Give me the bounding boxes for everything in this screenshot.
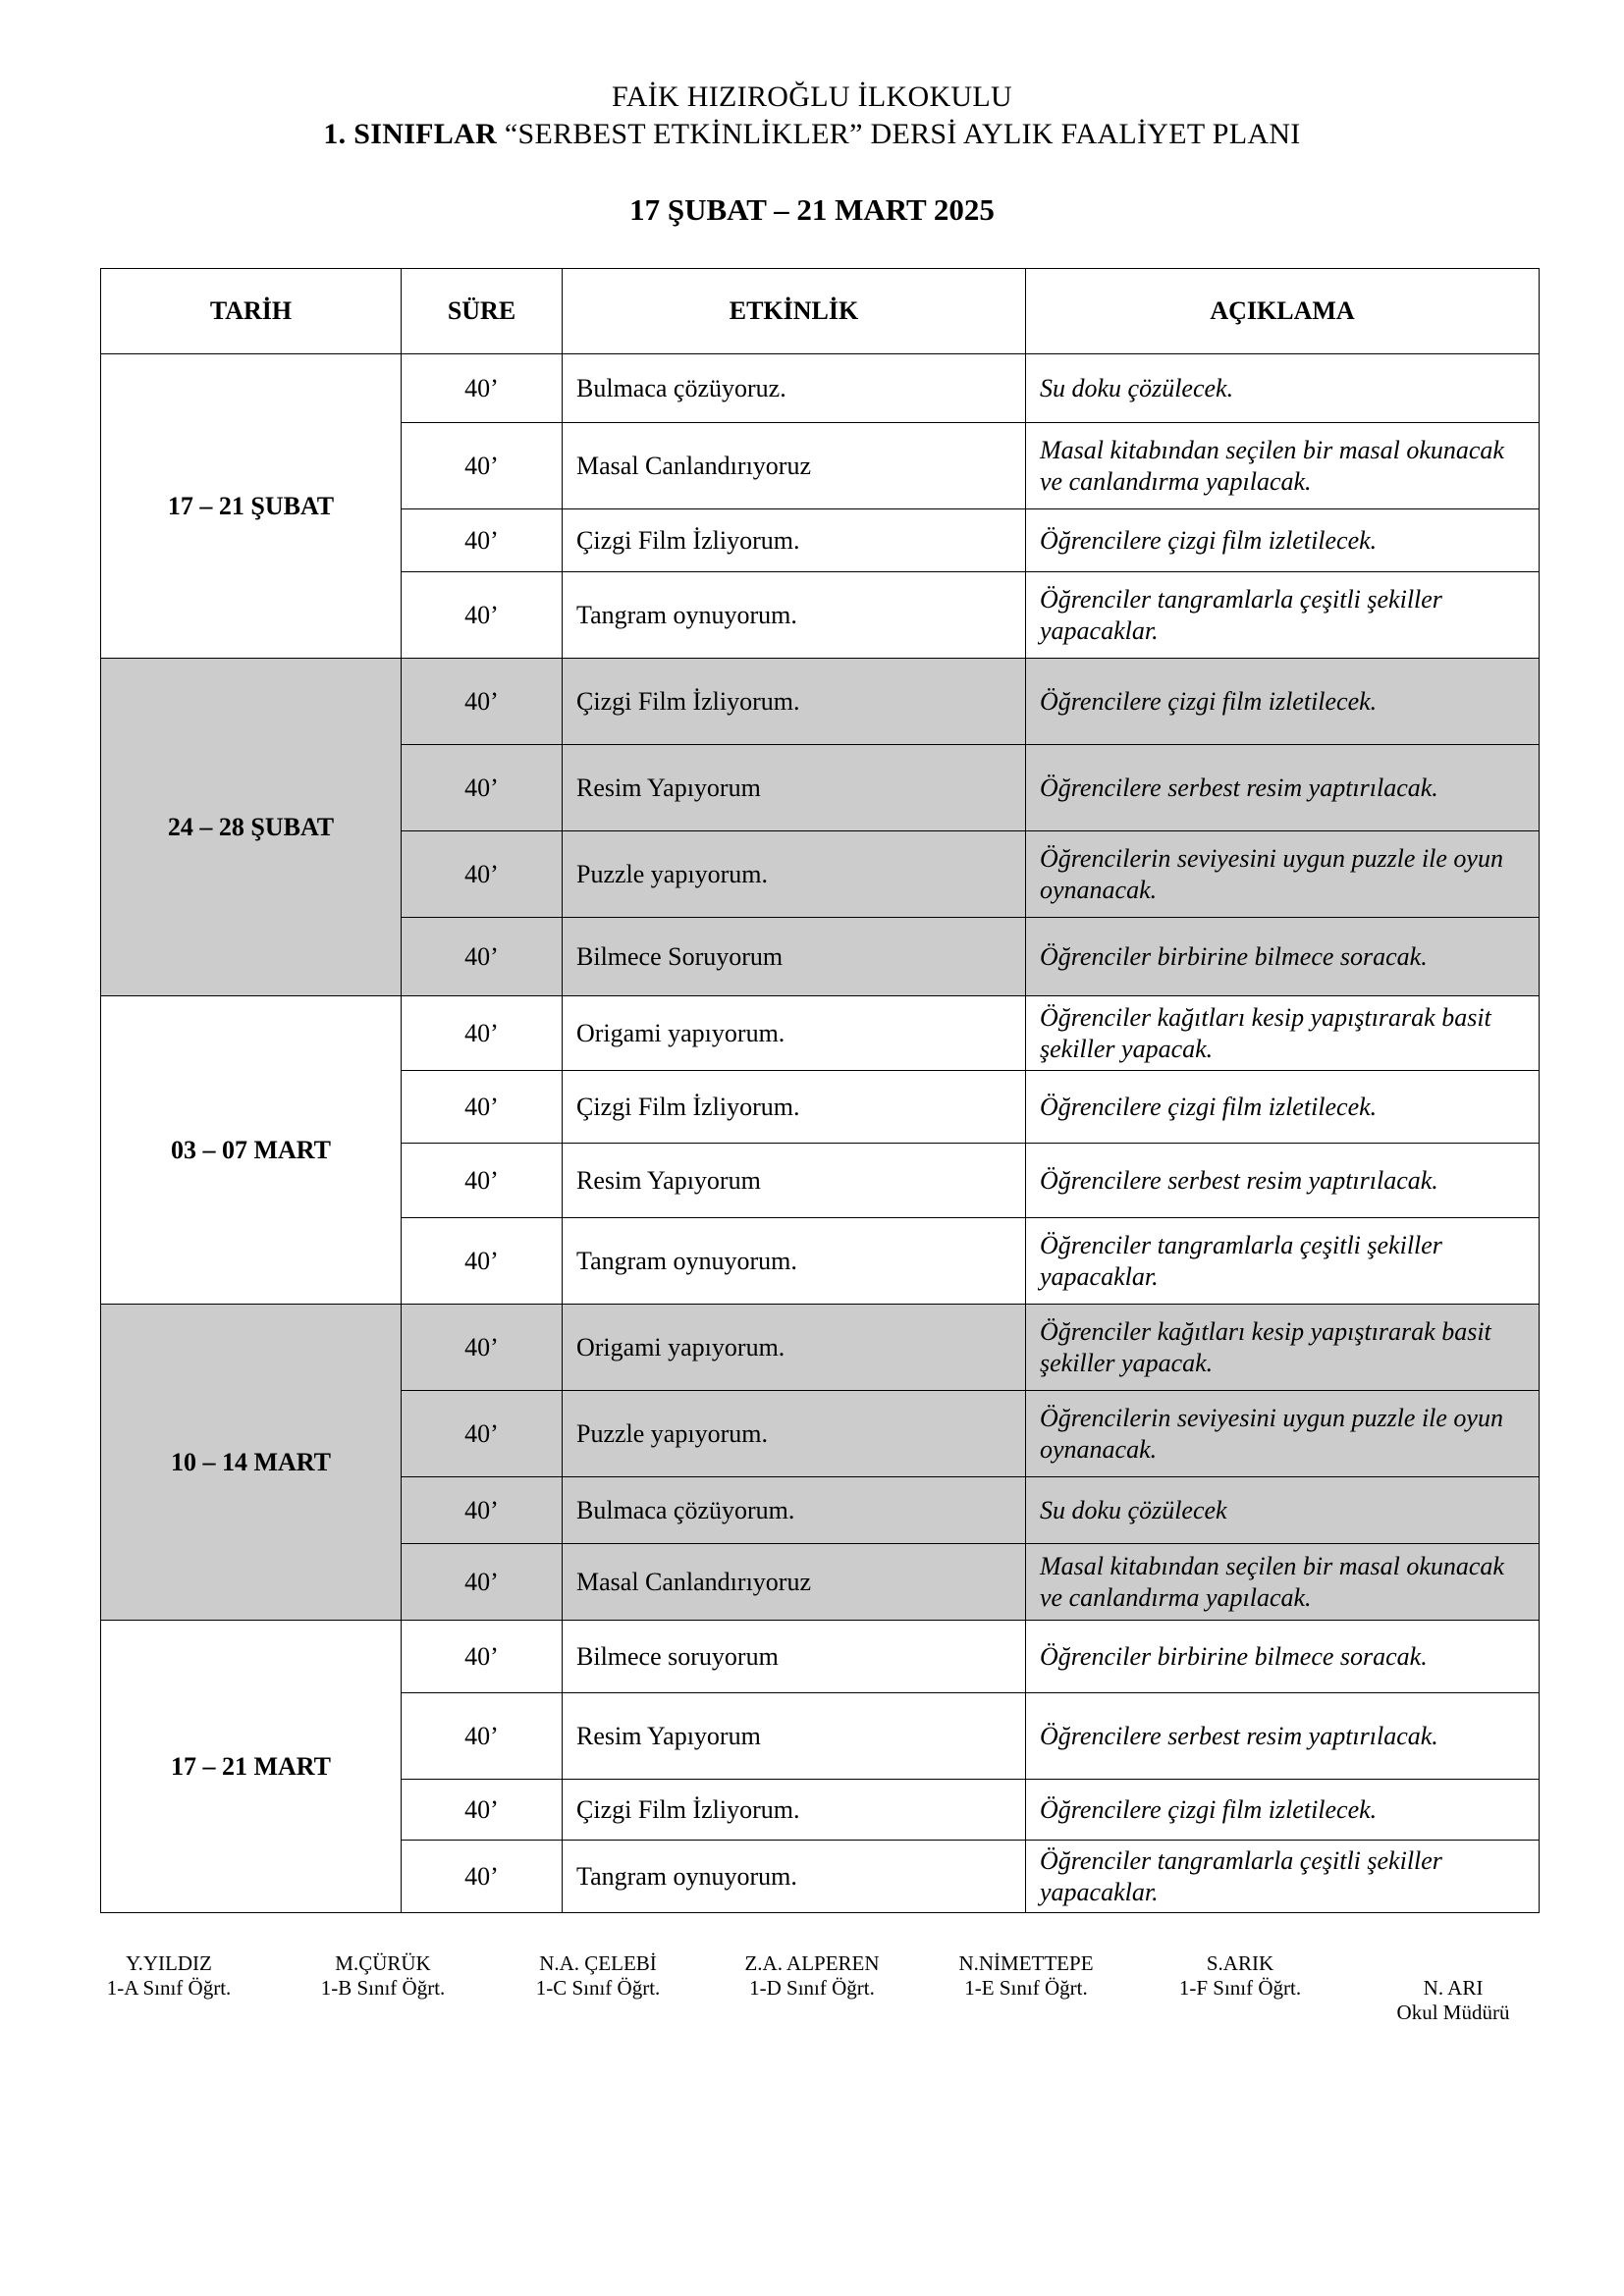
description-cell: Öğrenciler kağıtları kesip yapıştırarak basit şekiller yapacak. [1026, 996, 1540, 1071]
activity-cell: Bulmaca çözüyoruz. [563, 354, 1026, 423]
activity-cell: Resim Yapıyorum [563, 1693, 1026, 1780]
description-cell: Öğrenciler birbirine bilmece soracak. [1026, 918, 1540, 996]
activity-cell: Origami yapıyorum. [563, 1305, 1026, 1391]
table-row [101, 354, 1540, 423]
activity-cell: Tangram oynuyorum. [563, 1841, 1026, 1913]
description-cell: Öğrencilere çizgi film izletilecek. [1026, 1780, 1540, 1841]
signature [71, 1951, 267, 2001]
table-row [101, 1305, 1540, 1391]
duration-cell: 40’ [402, 1305, 563, 1391]
table-row [101, 659, 1540, 745]
signature [928, 1951, 1124, 2001]
description-cell: Öğrenciler birbirine bilmece soracak. [1026, 1621, 1540, 1693]
activity-cell: Masal Canlandırıyoruz [563, 423, 1026, 509]
duration-cell: 40’ [402, 1477, 563, 1544]
signature [714, 1951, 910, 2001]
week-date-cell: 24 – 28 ŞUBAT [101, 659, 402, 996]
activity-cell: Tangram oynuyorum. [563, 1218, 1026, 1305]
signature [1142, 1951, 1338, 2001]
signature-name: Z.A. ALPEREN [744, 1951, 880, 1975]
table-row [101, 996, 1540, 1071]
activity-cell: Puzzle yapıyorum. [563, 1391, 1026, 1477]
duration-cell: 40’ [402, 1391, 563, 1477]
activity-cell: Puzzle yapıyorum. [563, 831, 1026, 918]
activity-cell: Çizgi Film İzliyorum. [563, 509, 1026, 572]
duration-cell: 40’ [402, 996, 563, 1071]
week-date-cell: 17 – 21 MART [101, 1621, 402, 1913]
activity-cell: Çizgi Film İzliyorum. [563, 1071, 1026, 1144]
duration-cell: 40’ [402, 659, 563, 745]
duration-cell: 40’ [402, 1841, 563, 1913]
description-cell: Öğrencilere çizgi film izletilecek. [1026, 1071, 1540, 1144]
week-date-cell: 10 – 14 MART [101, 1305, 402, 1621]
signature-role: 1-D Sınıf Öğrt. [749, 1976, 875, 2000]
description-cell: Su doku çözülecek [1026, 1477, 1540, 1544]
duration-cell: 40’ [402, 1621, 563, 1693]
signature-role: Okul Müdürü [1396, 2001, 1510, 2024]
description-cell: Masal kitabından seçilen bir masal okunacak ve canlandırma yapılacak. [1026, 1544, 1540, 1621]
description-cell: Öğrencilerin seviyesini uygun puzzle ile oyun oynanacak. [1026, 831, 1540, 918]
activity-cell: Resim Yapıyorum [563, 1144, 1026, 1218]
description-cell: Öğrenciler tangramlarla çeşitli şekiller yapacaklar. [1026, 572, 1540, 659]
plan-title-rest: “SERBEST ETKİNLİKLER” DERSİ AYLIK FAALİYET PLANI [497, 118, 1301, 150]
plan-title-grade: 1. SINIFLAR [323, 118, 498, 150]
duration-cell: 40’ [402, 1071, 563, 1144]
duration-cell: 40’ [402, 745, 563, 831]
school-name: FAİK HIZIROĞLU İLKOKULU [612, 80, 1012, 113]
plan-date-range: 17 ŞUBAT – 21 MART 2025 [629, 192, 995, 227]
duration-cell: 40’ [402, 1144, 563, 1218]
description-cell: Öğrencilere serbest resim yaptırılacak. [1026, 745, 1540, 831]
activity-cell: Tangram oynuyorum. [563, 572, 1026, 659]
duration-cell: 40’ [402, 1780, 563, 1841]
activity-cell: Masal Canlandırıyoruz [563, 1544, 1026, 1621]
description-cell: Su doku çözülecek. [1026, 354, 1540, 423]
activity-plan-table [100, 268, 1540, 1913]
duration-cell: 40’ [402, 1544, 563, 1621]
signature [500, 1951, 696, 2001]
signature-role: 1-A Sınıf Öğrt. [106, 1976, 232, 2000]
description-cell: Öğrencilere çizgi film izletilecek. [1026, 659, 1540, 745]
activity-cell: Bilmece Soruyorum [563, 918, 1026, 996]
duration-cell: 40’ [402, 918, 563, 996]
activity-cell: Bilmece soruyorum [563, 1621, 1026, 1693]
column-header-activity: ETKİNLİK [563, 269, 1026, 354]
description-cell: Öğrenciler tangramlarla çeşitli şekiller yapacaklar. [1026, 1218, 1540, 1305]
week-date-cell: 03 – 07 MART [101, 996, 402, 1305]
description-cell: Öğrenciler kağıtları kesip yapıştırarak basit şekiller yapacak. [1026, 1305, 1540, 1391]
duration-cell: 40’ [402, 423, 563, 509]
signature-role: 1-C Sınıf Öğrt. [535, 1976, 661, 2000]
duration-cell: 40’ [402, 1693, 563, 1780]
signature [1355, 1976, 1551, 2025]
description-cell: Öğrencilerin seviyesini uygun puzzle ile oyun oynanacak. [1026, 1391, 1540, 1477]
column-header-duration: SÜRE [402, 269, 563, 354]
signature-name: Y.YILDIZ [126, 1951, 212, 1975]
signature-name: S.ARIK [1206, 1951, 1274, 1975]
signature [285, 1951, 481, 2001]
table-header-row [101, 269, 1540, 354]
description-cell: Öğrencilere serbest resim yaptırılacak. [1026, 1144, 1540, 1218]
signature-name: M.ÇÜRÜK [335, 1951, 431, 1975]
activity-cell: Resim Yapıyorum [563, 745, 1026, 831]
signature-role: 1-E Sınıf Öğrt. [964, 1976, 1088, 2000]
duration-cell: 40’ [402, 509, 563, 572]
duration-cell: 40’ [402, 1218, 563, 1305]
signature-role: 1-B Sınıf Öğrt. [320, 1976, 446, 2000]
column-header-description: AÇIKLAMA [1026, 269, 1540, 354]
duration-cell: 40’ [402, 831, 563, 918]
column-header-date: TARİH [101, 269, 402, 354]
table-body [101, 354, 1540, 1913]
description-cell: Öğrencilere serbest resim yaptırılacak. [1026, 1693, 1540, 1780]
week-date-cell: 17 – 21 ŞUBAT [101, 354, 402, 659]
description-cell: Öğrencilere çizgi film izletilecek. [1026, 509, 1540, 572]
plan-title [0, 118, 1624, 151]
duration-cell: 40’ [402, 572, 563, 659]
signature-name: N. ARI [1423, 1976, 1484, 2000]
table-row [101, 1621, 1540, 1693]
signature-name: N.NİMETTEPE [958, 1951, 1094, 1975]
signature-name: N.A. ÇELEBİ [539, 1951, 657, 1975]
signature-role: 1-F Sınıf Öğrt. [1178, 1976, 1302, 2000]
activity-cell: Origami yapıyorum. [563, 996, 1026, 1071]
signature-block [0, 1951, 1624, 2030]
activity-cell: Çizgi Film İzliyorum. [563, 1780, 1026, 1841]
description-cell: Öğrenciler tangramlarla çeşitli şekiller yapacaklar. [1026, 1841, 1540, 1913]
activity-cell: Çizgi Film İzliyorum. [563, 659, 1026, 745]
duration-cell: 40’ [402, 354, 563, 423]
activity-cell: Bulmaca çözüyorum. [563, 1477, 1026, 1544]
description-cell: Masal kitabından seçilen bir masal okunacak ve canlandırma yapılacak. [1026, 423, 1540, 509]
